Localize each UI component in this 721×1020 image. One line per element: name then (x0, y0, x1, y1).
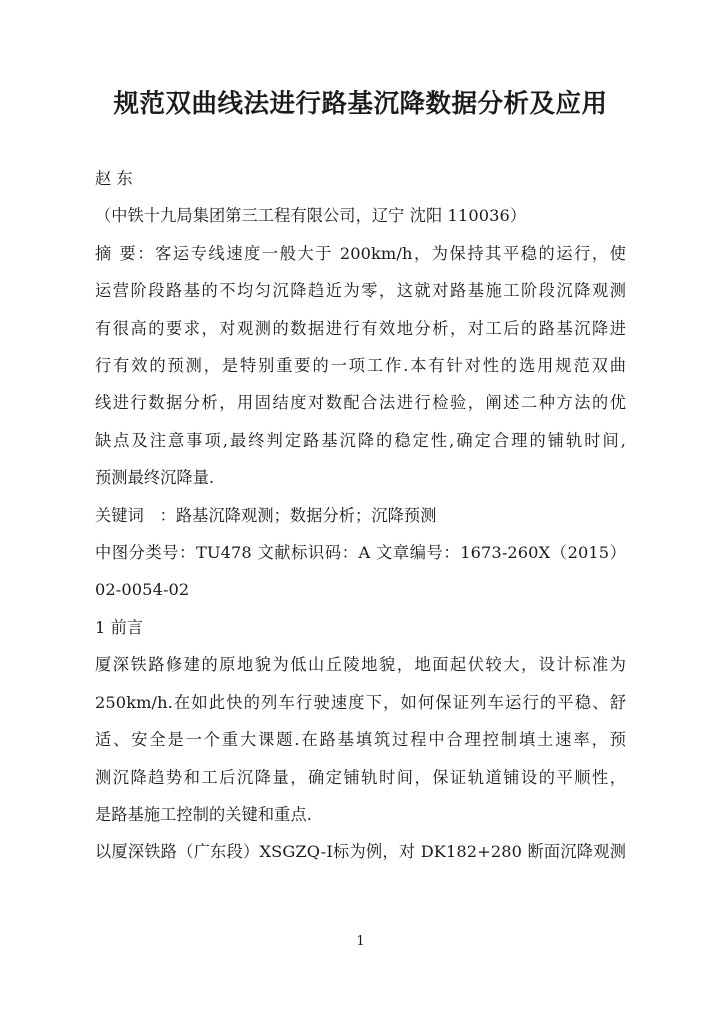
page-title: 规范双曲线法进行路基沉降数据分析及应用 (113, 89, 608, 119)
abstract-line: 行有效的预测，是特别重要的一项工作.本有针对性的选用规范双曲 (95, 356, 626, 376)
classification-line: 中图分类号：TU478 文献标识码：A 文章编号：1673-260X（2015） (95, 543, 626, 563)
abstract-line: 有很高的要求，对观测的数据进行有效地分析，对工后的路基沉降进 (95, 318, 626, 338)
classification-line: 02-0054-02 (95, 580, 190, 600)
abstract-block (95, 235, 626, 497)
abstract-line: 缺点及注意事项,最终判定路基沉降的稳定性,确定合理的铺轨时间, (95, 430, 626, 450)
abstract-line: 运营阶段路基的不均匀沉降趋近为零，这就对路基施工阶段沉降观测 (95, 281, 626, 301)
page-number: 1 (356, 934, 365, 949)
abstract-line: 线进行数据分析，用固结度对数配合法进行检验，阐述二种方法的优 (95, 393, 626, 413)
page-content (95, 0, 626, 871)
body-line: 250km/h.在如此快的列车行驶速度下，如何保证列车运行的平稳、舒 (95, 692, 626, 712)
keywords-line: 关键词 ：路基沉降观测；数据分析；沉降预测 (95, 505, 437, 525)
body-line: 以厦深铁路（广东段）XSGZQ-Ⅰ标为例，对 DK182+280 断面沉降观测 (95, 842, 626, 862)
author-affiliation: （中铁十九局集团第三工程有限公司，辽宁 沈阳 110036） (95, 206, 527, 226)
body-line: 适、安全是一个重大课题.在路基填筑过程中合理控制填土速率，预 (95, 730, 626, 750)
body-line: 厦深铁路修建的原地貌为低山丘陵地貌，地面起伏较大，设计标准为 (95, 655, 626, 675)
body-paragraph-block (95, 646, 626, 870)
body-line: 测沉降趋势和工后沉降量，确定铺轨时间，保证轨道铺设的平顺性， (95, 767, 626, 787)
abstract-line: 摘 要：客运专线速度一般大于 200km/h，为保持其平稳的运行，使 (95, 243, 626, 263)
body-line: 是路基施工控制的关键和重点. (95, 804, 312, 824)
abstract-line: 预测最终沉降量. (95, 468, 215, 488)
section-heading-introduction: 1 前言 (95, 617, 144, 637)
classification-block (95, 534, 626, 609)
author-name: 赵 东 (95, 169, 133, 188)
